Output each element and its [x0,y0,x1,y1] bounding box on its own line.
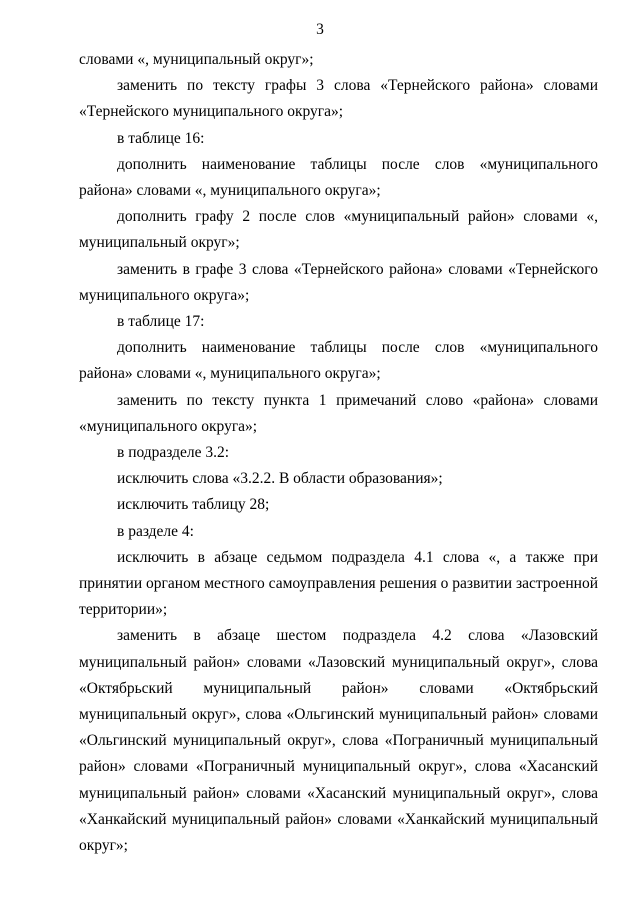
paragraph: исключить слова «3.2.2. В области образования»; [117,470,443,488]
paragraph: заменить в графе 3 слова «Тернейского района» словами «Тернейского муниципального округа»; [79,260,598,304]
paragraph: исключить таблицу 28; [117,496,270,514]
paragraph: в таблице 17: [117,313,205,331]
paragraph: в разделе 4: [117,522,194,540]
paragraph: дополнить наименование таблицы после слов «муниципального района» словами «, муниципального округа»; [79,339,598,383]
paragraph: заменить по тексту пункта 1 примечаний слово «района» словами «муниципального округа»; [79,391,598,435]
paragraph: заменить по тексту графы 3 слова «Тернейского района» словами «Тернейского муниципального округа»; [79,77,598,121]
paragraph: дополнить графу 2 после слов «муниципальный район» словами «, муниципальный округ»; [79,208,598,252]
document-body [79,47,598,859]
paragraph: заменить в абзаце шестом подраздела 4.2 слова «Лазовский муниципальный район» словами «Лазовский муниципальный округ», слова «Октябрьский муниципальный район» словами «Октябрьский муниципальный округ», слова «Ольгинский муниципальный район» словами «Ольгинский муниципальный округ», слова «Пограничный муниципальный район» словами «Пограничный муниципальный округ», слова «Хасанский муниципальный район» словами «Хасанский муниципальный округ», слова «Ханкайский муниципальный район» словами «Ханкайский муниципальный округ»; [79,627,598,855]
paragraph: в подразделе 3.2: [117,444,230,462]
paragraph: в таблице 16: [117,129,205,147]
paragraph: дополнить наименование таблицы после слов «муниципального района» словами «, муниципального округа»; [79,155,598,200]
paragraph: словами «, муниципальный округ»; [79,51,314,68]
page-number: 3 [316,21,324,38]
paragraph: исключить в абзаце седьмом подраздела 4.1 слова «, а также при принятии органом местного самоуправления решения о развитии застроенной территории»; [79,548,598,619]
